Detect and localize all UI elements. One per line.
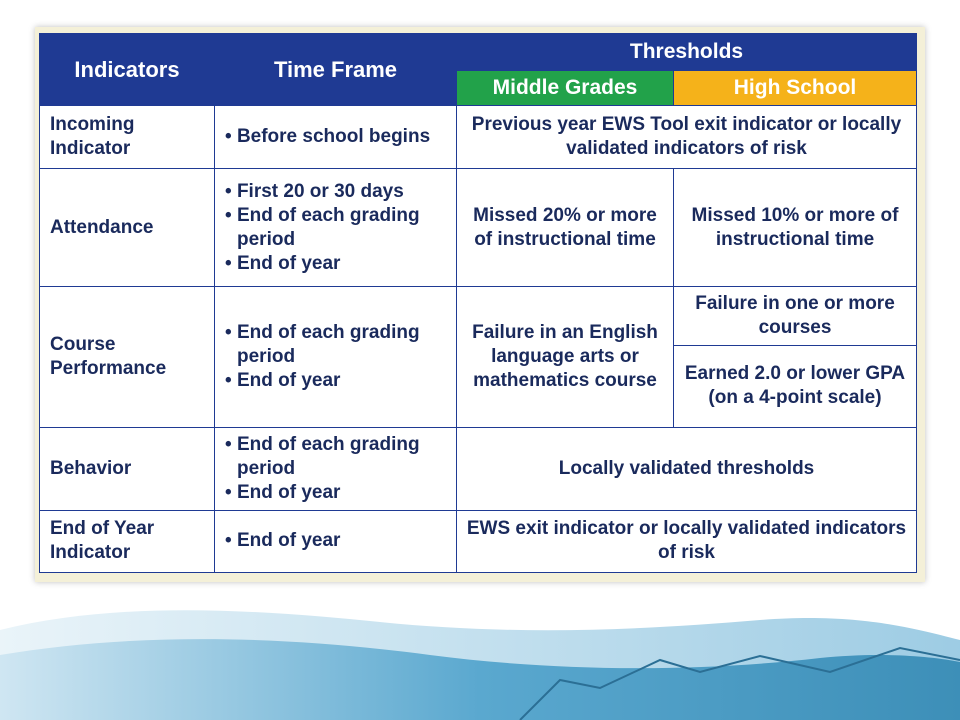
time-frame-item: • End of each grading period bbox=[225, 204, 450, 252]
middle-grades-course-performance: Failure in an English language arts or mathematics course bbox=[457, 287, 674, 428]
time-frame-attendance bbox=[215, 168, 457, 287]
high-school-attendance: Missed 10% or more of instructional time bbox=[674, 168, 917, 287]
time-frame-item: • End of year bbox=[225, 252, 450, 276]
time-frame-item: • End of each grading period bbox=[225, 321, 450, 369]
threshold-end-of-year: EWS exit indicator or locally validated indicators of risk bbox=[457, 510, 917, 572]
time-frame-item: • End of year bbox=[225, 481, 450, 505]
middle-grades-attendance: Missed 20% or more of instructional time bbox=[457, 168, 674, 287]
decorative-wave-footer bbox=[0, 560, 960, 720]
threshold-behavior: Locally validated thresholds bbox=[457, 428, 917, 510]
indicator-behavior: Behavior bbox=[40, 428, 215, 510]
indicator-course-performance: Course Performance bbox=[40, 287, 215, 428]
high-school-course-failure: Failure in one or more courses bbox=[674, 287, 917, 345]
time-frame-item: • End of each grading period bbox=[225, 433, 450, 481]
high-school-gpa: Earned 2.0 or lower GPA (on a 4-point scale) bbox=[674, 345, 917, 427]
time-frame-item: • End of year bbox=[225, 529, 450, 553]
header-middle-grades: Middle Grades bbox=[457, 71, 674, 106]
ews-indicators-table bbox=[39, 33, 917, 573]
header-thresholds: Thresholds bbox=[457, 34, 917, 71]
threshold-incoming: Previous year EWS Tool exit indicator or locally validated indicators of risk bbox=[457, 106, 917, 168]
header-high-school: High School bbox=[674, 71, 917, 106]
header-indicators: Indicators bbox=[40, 34, 215, 106]
indicator-attendance: Attendance bbox=[40, 168, 215, 287]
table-row-attendance bbox=[40, 168, 917, 287]
time-frame-course-performance bbox=[215, 287, 457, 428]
table-row-incoming bbox=[40, 106, 917, 168]
table-row-behavior bbox=[40, 428, 917, 510]
table-row-course-performance bbox=[40, 287, 917, 345]
time-frame-behavior bbox=[215, 428, 457, 510]
time-frame-item: • Before school begins bbox=[225, 125, 450, 149]
time-frame-incoming bbox=[215, 106, 457, 168]
indicator-incoming: Incoming Indicator bbox=[40, 106, 215, 168]
indicator-end-of-year: End of Year Indicator bbox=[40, 510, 215, 572]
time-frame-item: • End of year bbox=[225, 369, 450, 393]
time-frame-item: • First 20 or 30 days bbox=[225, 180, 450, 204]
header-time-frame: Time Frame bbox=[215, 34, 457, 106]
